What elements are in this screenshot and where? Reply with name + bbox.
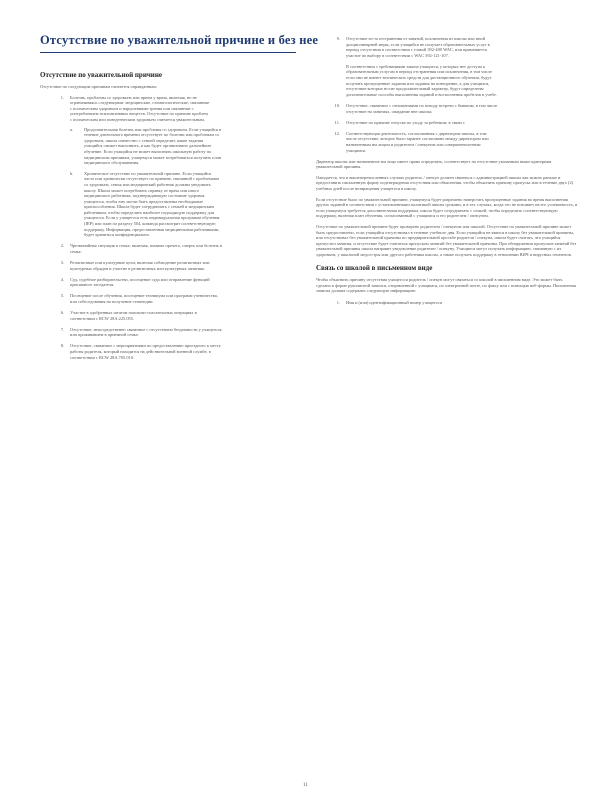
list-item	[330, 64, 578, 98]
list-item	[54, 260, 308, 271]
list-number: 10.	[334, 102, 340, 108]
paragraph: Отсутствие по уважительной причине будет проверено родителем / опекуном или школой. Отсутствие по уважительной причине может быть предоставлено, если учащийся отсутствовал в течение учебного дня. Если учащийся не явился в школу без уважительной причины, или отсутствовал без уважительной причины по предварительной просьбе родителя / опекуна, школа будет считать, что учащийся пропустил занятия, и отсутствие будет считаться пропуском занятий без уважительной причины. При обнаружении пропусков занятий без уважительной причины школа направит уведомление родителю / опекуну. Учащиеся могут получать информацию, связанную с их здоровьем, у школьной медсестры или другого работника школы, а также получать поддержку в отношении ВИЧ и вирусных гепатитов.	[316, 223, 577, 257]
list-item	[54, 310, 308, 321]
list-number: 1.	[60, 94, 64, 100]
list-text: Болезнь, проблемы со здоровьем или прием у врача, включая, но не ограничиваясь следующими: медицинские, стоматологические, связанные с психическим здоровьем и нарушениями зрения или связанные с употреблением психоактивных веществ. Отсутствие по причине проблем с психическим или поведенческим здоровьем считается уважительным.	[70, 94, 210, 122]
left-column	[40, 84, 308, 366]
list-text: Имя и (или) идентификационный номер учащегося	[346, 299, 442, 305]
intro-text: Отсутствие по следующим причинам считается оправданным:	[40, 84, 157, 89]
list-text: В соответствии с требованиями закона учащиеся, у которых нет доступа к образовательным услугам в период отстранения или исключения, в том числе если они не имеют технических средств для дистанционного обучения, будут получать пропущенные задания или задания на повторение, а для учащихся, отсутствие которых носит продолжительный характер, будут определены дополнительные способы выполнения заданий и восполнения пробелов в учебе.	[346, 63, 497, 97]
list-item	[54, 327, 308, 338]
list-number: 2.	[60, 243, 64, 249]
list-item	[54, 293, 308, 304]
list-number: 3.	[60, 260, 64, 266]
section-heading-excused: Отсутствие по уважительной причине	[40, 71, 162, 79]
list-item	[54, 243, 308, 254]
paragraph: Ожидается, что в вышеперечисленных случаях родитель / опекун должен связаться с администрацией школы как можно раньше и предоставить письменную форму подтверждения отсутствия или объяснения, чтобы объяснить причину пропуска или в течение двух (2) учебных дней после возвращения учащегося в школу.	[316, 174, 574, 191]
list-item	[330, 120, 578, 126]
paragraph: Чтобы объяснить причину отсутствия учащегося родитель / опекун могут связаться со школой в письменном виде. Это может быть сделано в форме рукописной записки, отправленной с учащимся, по электронной почте, по факсу или с помощью веб-формы. Письменная записка должна содержать следующую информацию:	[316, 277, 576, 294]
sub-label: a.	[70, 126, 74, 132]
list-text: Отсутствие, связанное с отношениями по поводу встречи с бывшим, в том числе отсутствие на занятиях, ожидание вне школы;	[346, 102, 498, 114]
sub-item	[70, 171, 308, 238]
list-text: Суд, судебное разбирательство, посещение суда или отправление функций присяжного заседателя.	[70, 276, 210, 288]
list-text: Отсутствие, непосредственно связанное с отсутствием бездомности у учащегося или проживанием в приемной семье.	[70, 326, 222, 338]
sub-text: Хроническое отсутствие по уважительной причине. Если учащийся часто или хронически отсутствует по причине, связанной с проблемами со здоровьем, семья или медицинский работник должны уведомить школу. Школа может потребовать справку от врача или иного медицинского работника, подтверждающую состояние здоровья учащегося, чтобы ему могли быть предоставлены необходимые приспособления. Школа будет сотрудничать с семьей и медицинским работником, чтобы определить наиболее подходящую поддержку для учащегося. Если у учащегося есть индивидуальная программа обучения (IEP) или план по разделу 504, команда рассмотрит соответствующую поддержку. Информация, предоставленная медицинскими работниками, будет храниться конфиденциально.	[84, 170, 220, 238]
list-number: 4.	[60, 276, 64, 282]
sub-label: b.	[70, 170, 74, 176]
paragraph: Если отсутствие было по уважительной причине, учащемуся будет разрешено наверстать пропущенные задания во время выполнения других заданий в соответствии с установленными политикой школы сроками, и в тех случаях, когда это не повлияет на его успеваемость, и если учащемуся требуется дополнительная поддержка, школа будет сотрудничать с семьей, чтобы определить соответствующую поддержку, включая план обучения, согласованный с учащимся и его родителем / опекуном.	[316, 196, 578, 219]
list-item	[54, 277, 308, 288]
list-text: Участие в одобренных штатом поисково-спасательных операциях в соответствии с RCW 28A.225.055.	[70, 310, 197, 321]
list-item	[54, 343, 308, 360]
list-item	[54, 95, 308, 238]
list-text: Религиозные или культурные цели, включая соблюдение религиозных или культурных обрядов и участие в религиозных или культурных занятиях.	[70, 260, 210, 271]
title-underline	[40, 52, 296, 53]
list-number: 5.	[60, 293, 64, 299]
list-number: 11.	[334, 119, 340, 125]
list-item	[330, 300, 578, 306]
list-number: 1.	[336, 299, 340, 305]
list-text: Чрезвычайная ситуация в семье, включая, помимо прочего, смерть или болезнь в семье.	[70, 243, 222, 254]
list-number: 7.	[60, 326, 64, 332]
list-number: 8.	[60, 343, 64, 349]
right-column	[316, 36, 578, 311]
list-number: 12.	[334, 130, 340, 136]
list-number: 9.	[336, 36, 340, 41]
list-text: Отсутствие из-за отстранения от занятий, исключения из школы или иной дисциплинарной меры, если учащийся не получает образовательных услуг в период отсутствия в соответствии с главой 392-400 WAC, или применяется участие по выбору в соответствии с WAC 392-121-107.	[346, 36, 490, 58]
list-number: 6.	[60, 310, 64, 316]
list-item	[330, 131, 578, 153]
section-heading-written: Связь со школой в письменном виде	[316, 263, 433, 272]
page-number: 11	[303, 783, 308, 788]
list-text: Отсутствие по причине отпуска по уходу за ребенком, в связи с	[346, 119, 465, 125]
paragraph: Директор школы или назначенное им лицо имеет право определять, соответствует ли отсутствие указанным выше критериям уважительной причины.	[316, 158, 552, 170]
list-item	[330, 36, 578, 58]
list-text: Посещение после обучения, посещение техникума или программ ученичества, или собеседования на получение стипендии.	[70, 293, 218, 304]
list-text: Соответствующая деятельность, согласованная с директором школы, в том числе отсутствие, которое было заранее согласовано между директором или назначенным им лицом и родителем / опекуном или совершеннолетним учащимся.	[346, 130, 489, 153]
sub-item	[70, 127, 308, 166]
page-title: Отсутствие по уважительной причине и без нее	[40, 33, 319, 47]
sub-text: Продолжительная болезнь или проблемы со здоровьем. Если учащийся в течение длительного времени отсутствует по болезни или проблемам со здоровьем, школа совместно с семьей определит, какие задания учащийся сможет выполнить, и как будет организовано дальнейшее обучение. Если учащийся не может выполнять школьную работу по медицинским причинам, учащемуся может потребоваться получить план медицинского обслуживания.	[84, 126, 222, 166]
list-item	[330, 103, 578, 114]
list-text: Отсутствие, связанное с мероприятиями по предоставлению проездного к месту работы родителя, который находится на действительной военной службе, в соответствии с RCW 28A.705.010.	[70, 343, 221, 360]
